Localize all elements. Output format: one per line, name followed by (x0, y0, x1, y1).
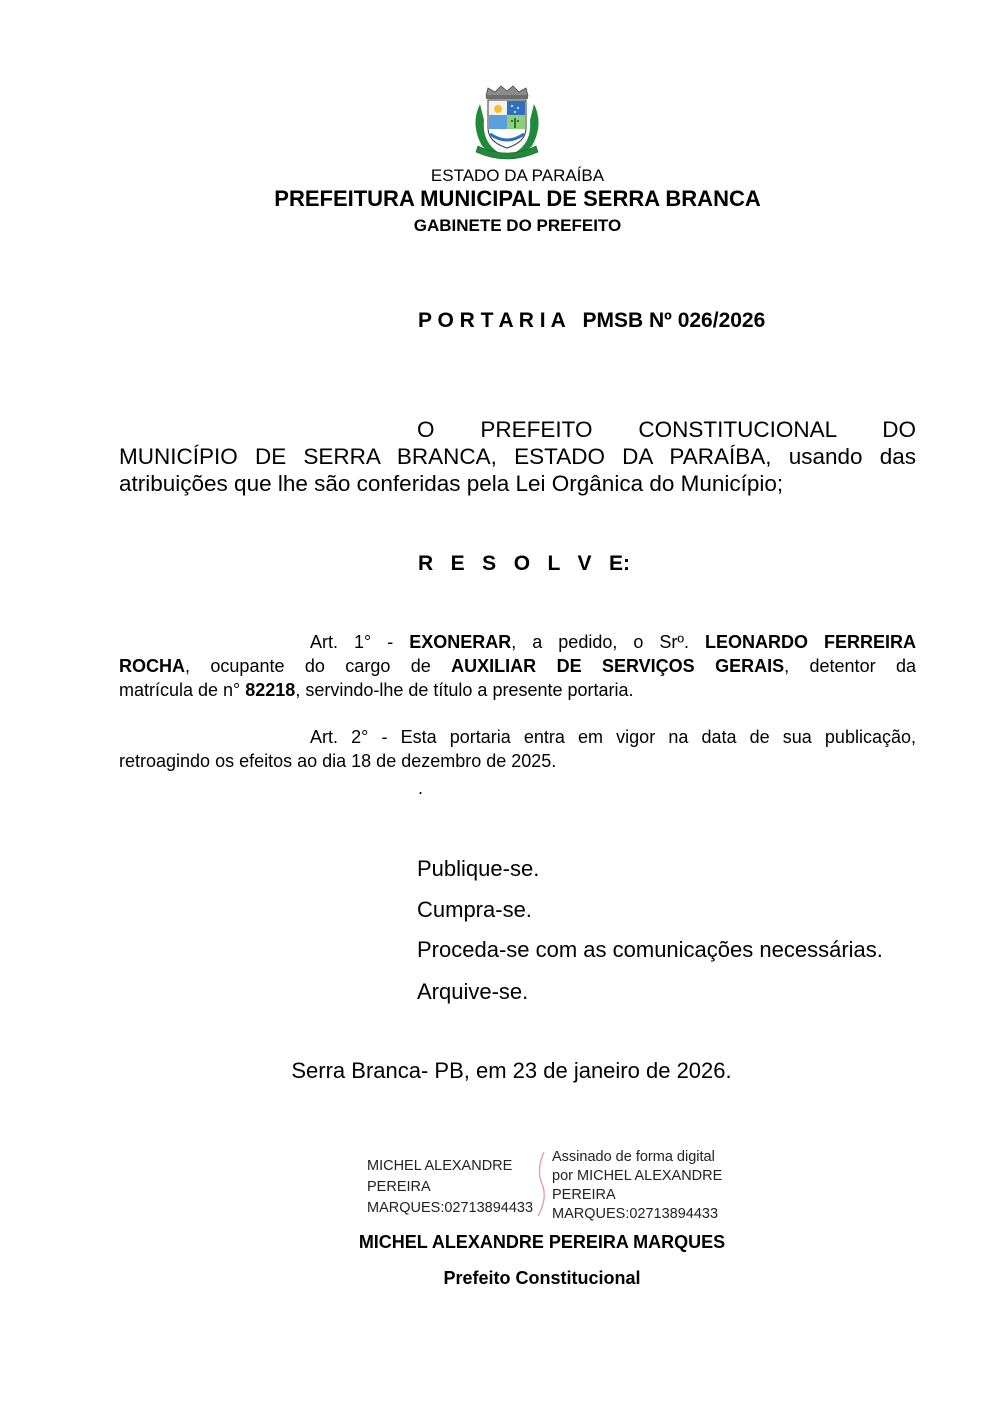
article-1 (119, 630, 916, 702)
resolve-heading: R E S O L V E: (418, 552, 630, 575)
article-1-line-3: matrícula de n° 82218, servindo-lhe de título a presente portaria. (119, 680, 634, 700)
document-title: P O R T A R I A PMSB Nº 026/2026 (418, 309, 766, 332)
article-2-line-2: retroagindo os efeitos ao dia 18 de dezembro de 2025. (119, 751, 557, 771)
closing-line: Cumpra-se. (417, 897, 532, 922)
preamble-line-2: MUNICÍPIO DE SERRA BRANCA, ESTADO DA PARAÍBA, usando das (119, 444, 916, 469)
preamble (119, 416, 916, 497)
preamble-line-1: O PREFEITO CONSTITUCIONAL DO (417, 417, 916, 442)
closing-line: Publique-se. (417, 856, 540, 881)
separator-dot: . (418, 778, 424, 798)
signer-name: MICHEL ALEXANDRE PEREIRA MARQUES (358, 1232, 726, 1252)
closing-line: Arquive-se. (417, 979, 529, 1004)
preamble-line-3: atribuições que lhe são conferidas pela Lei Orgânica do Município; (119, 471, 784, 496)
place-and-date: Serra Branca- PB, em 23 de janeiro de 2026. (291, 1058, 732, 1083)
digital-signature-stamp: Assinado de forma digital por MICHEL ALEXANDRE PEREIRA MARQUES:02713894433 (552, 1149, 723, 1222)
state-name: ESTADO DA PARAÍBA (430, 166, 605, 185)
signer-role: Prefeito Constitucional (443, 1268, 641, 1288)
closing-line: Proceda-se com as comunicações necessárias. (417, 937, 883, 962)
article-2 (119, 725, 916, 773)
digital-signature-name: MICHEL ALEXANDRE PEREIRA MARQUES:02713894433 (367, 1158, 534, 1216)
cabinet-name: GABINETE DO PREFEITO (413, 216, 622, 235)
prefecture-name: PREFEITURA MUNICIPAL DE SERRA BRANCA (274, 186, 761, 211)
municipal-crest-logo (468, 84, 546, 160)
article-1-line-1: Art. 1° - EXONERAR, a pedido, o Srº. LEONARDO FERREIRA (310, 632, 916, 652)
article-1-line-2: ROCHA, ocupante do cargo de AUXILIAR DE SERVIÇOS GERAIS, detentor da (119, 656, 916, 676)
article-2-line-1: Art. 2° - Esta portaria entra em vigor na data de sua publicação, (310, 727, 916, 747)
